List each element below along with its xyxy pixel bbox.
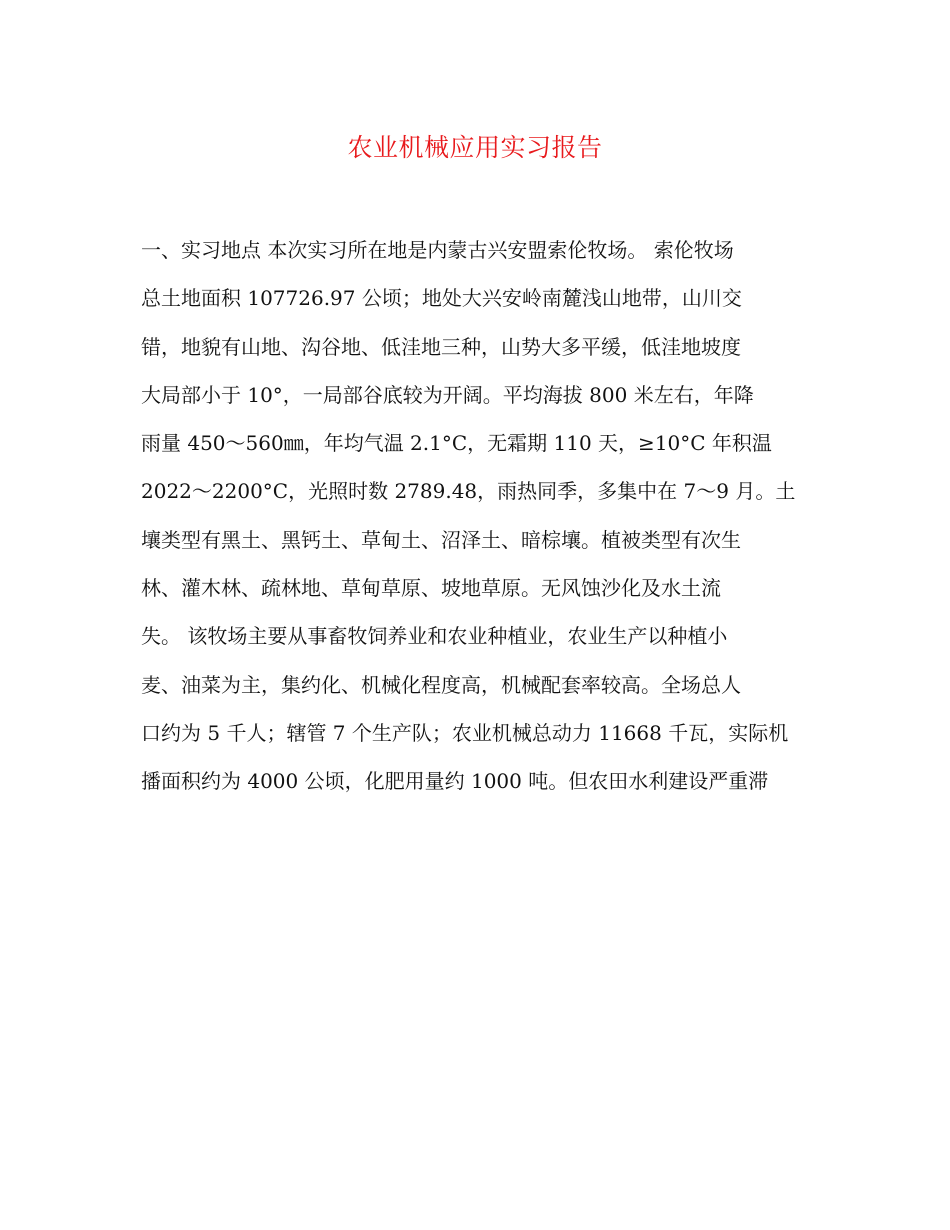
body-line: 大局部小于 10°，一局部谷底较为开阔。平均海拔 800 米左右，年降 (141, 382, 754, 407)
body-line: 2022～2200°C，光照时数 2789.48，雨热同季，多集中在 7～9 月。土 (141, 479, 796, 504)
body-line: 麦、油菜为主，集约化、机械化程度高，机械配套率较高。全场总人 (141, 672, 741, 697)
body-line: 一、实习地点 本次实习所在地是内蒙古兴安盟索伦牧场。 索伦牧场 (141, 238, 734, 262)
body-line: 总土地面积 107726.97 公顷；地处大兴安岭南麓浅山地带，山川交 (141, 286, 742, 311)
body-line: 雨量 450～560㎜，年均气温 2.1°C，无霜期 110 天，≥10°C 年积温 (141, 431, 772, 456)
body-line: 口约为 5 千人；辖管 7 个生产队；农业机械总动力 11668 千瓦，实际机 (141, 720, 789, 745)
body-line: 壤类型有黑土、黑钙土、草甸土、沼泽土、暗棕壤。植被类型有次生 (141, 527, 741, 552)
body-line: 错，地貌有山地、沟谷地、低洼地三种，山势大多平缓，低洼地坡度 (141, 334, 741, 359)
body-line: 失。 该牧场主要从事畜牧饲养业和农业种植业，农业生产以种植小 (141, 624, 728, 649)
document-body (141, 228, 821, 808)
body-line: 播面积约为 4000 公顷，化肥用量约 1000 吨。但农田水利建设严重滞 (141, 769, 769, 794)
body-line: 林、灌木林、疏林地、草甸草原、坡地草原。无风蚀沙化及水土流 (141, 576, 721, 601)
document-title: 农业机械应用实习报告 (347, 133, 603, 162)
